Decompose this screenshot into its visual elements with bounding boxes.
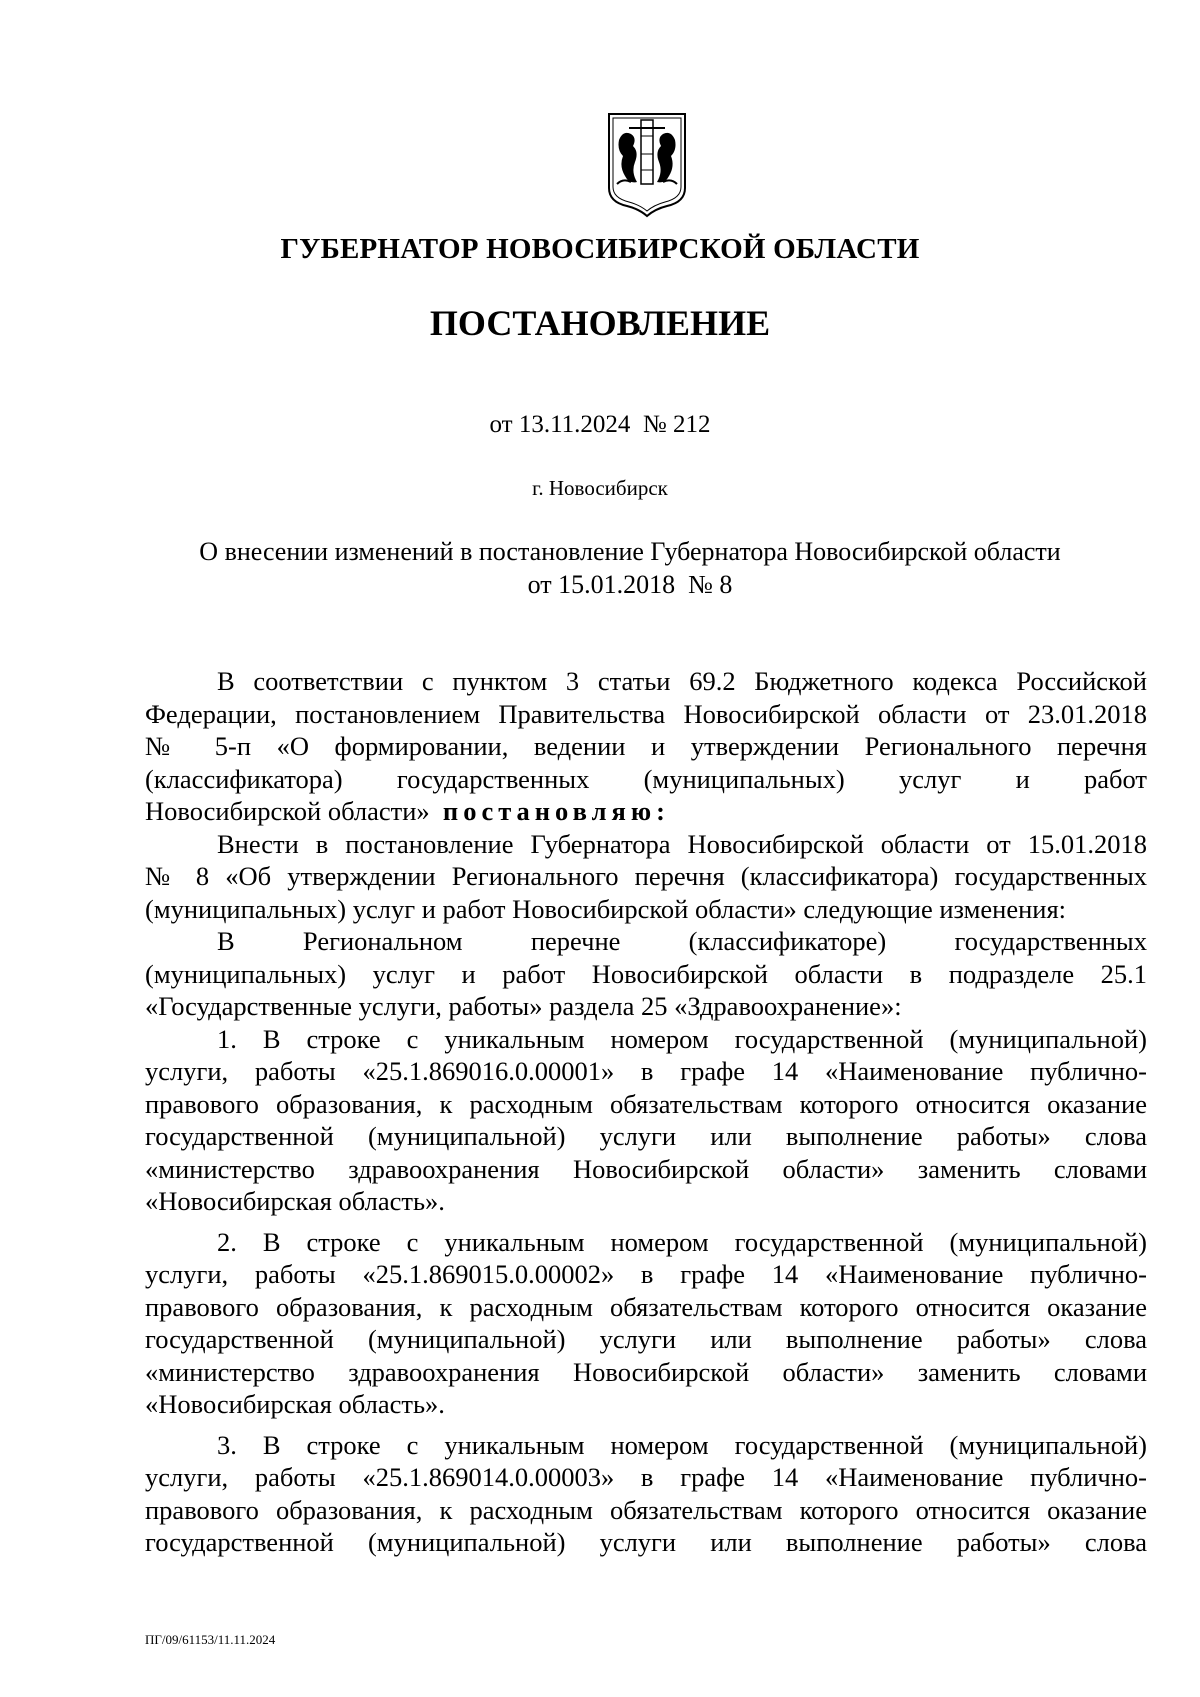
document-type: ПОСТАНОВЛЕНИЕ: [429, 303, 771, 343]
body-line: услуги, работы «25.1.869015.0.00002» в графе 14 «Наименование публично-: [145, 1259, 1147, 1289]
body-line: «Государственные услуги, работы» раздела 25 «Здравоохранение»:: [145, 991, 902, 1021]
body-line: правового образования, к расходным обязательствам которого относится оказание: [145, 1088, 1147, 1119]
document-title: [140, 535, 1120, 601]
body-line: государственной (муниципальной) услуги или выполнение работы» слова: [145, 1527, 1147, 1557]
body-line: Федерации, постановлением Правительства Новосибирской области от 23.01.2018: [145, 698, 1147, 729]
body-line: № 8 «Об утверждении Регионального перечня (классификатора) государственных: [145, 861, 1147, 891]
title-line: от 15.01.2018 № 8: [527, 570, 733, 599]
body-line: Внести в постановление Губернатора Новосибирской области от 15.01.2018: [217, 828, 1147, 859]
body-line: «Новосибирская область».: [145, 1389, 445, 1419]
body-line: 2. В строке с уникальным номером государственной (муниципальной): [217, 1226, 1147, 1257]
body-text: :: [656, 796, 665, 826]
body-line: услуги, работы «25.1.869016.0.00001» в графе 14 «Наименование публично-: [145, 1056, 1147, 1086]
body-line: В соответствии с пунктом 3 статьи 69.2 Бюджетного кодекса Российской: [217, 666, 1147, 696]
title-line: О внесении изменений в постановление Губернатора Новосибирской области: [199, 537, 1061, 566]
body-line: № 5-п «О формировании, ведении и утверждении Регионального перечня: [145, 731, 1147, 761]
body-text: Новосибирской области»: [145, 796, 430, 826]
body-line: «министерство здравоохранения Новосибирской области» заменить словами: [145, 1153, 1147, 1184]
body-line: [145, 795, 1147, 828]
document-code: ПГ/09/61153/11.11.2024: [145, 1632, 276, 1647]
body-line: «министерство здравоохранения Новосибирской области» заменить словами: [145, 1356, 1147, 1387]
body-line: правового образования, к расходным обязательствам которого относится оказание: [145, 1291, 1147, 1322]
body-line: «Новосибирская область».: [145, 1186, 445, 1216]
coat-of-arms-icon: [603, 110, 691, 220]
document-date-number: от 13.11.2024 № 212: [489, 411, 711, 438]
body-line: правового образования, к расходным обязательствам которого относится оказание: [145, 1494, 1147, 1525]
body-line: В Региональном перечне (классификаторе) государственных: [217, 926, 1147, 956]
body-line: услуги, работы «25.1.869014.0.00003» в графе 14 «Наименование публично-: [145, 1462, 1147, 1492]
document-body: [145, 665, 1147, 1559]
organization-name: ГУБЕРНАТОР НОВОСИБИРСКОЙ ОБЛАСТИ: [280, 233, 920, 265]
body-line: (муниципальных) услуг и работ Новосибирской области» следующие изменения:: [145, 893, 1066, 924]
document-city: г. Новосибирск: [532, 476, 668, 500]
body-line: (муниципальных) услуг и работ Новосибирской области в подразделе 25.1: [145, 958, 1147, 989]
body-line: 3. В строке с уникальным номером государственной (муниципальной): [217, 1429, 1147, 1460]
body-line: государственной (муниципальной) услуги или выполнение работы» слова: [145, 1324, 1147, 1354]
resolve-word: постановляю: [442, 796, 657, 826]
body-line: (классификатора) государственных (муниципальных) услуг и работ: [145, 763, 1147, 794]
body-line: государственной (муниципальной) услуги или выполнение работы» слова: [145, 1121, 1147, 1151]
body-line: 1. В строке с уникальным номером государственной (муниципальной): [217, 1023, 1147, 1054]
